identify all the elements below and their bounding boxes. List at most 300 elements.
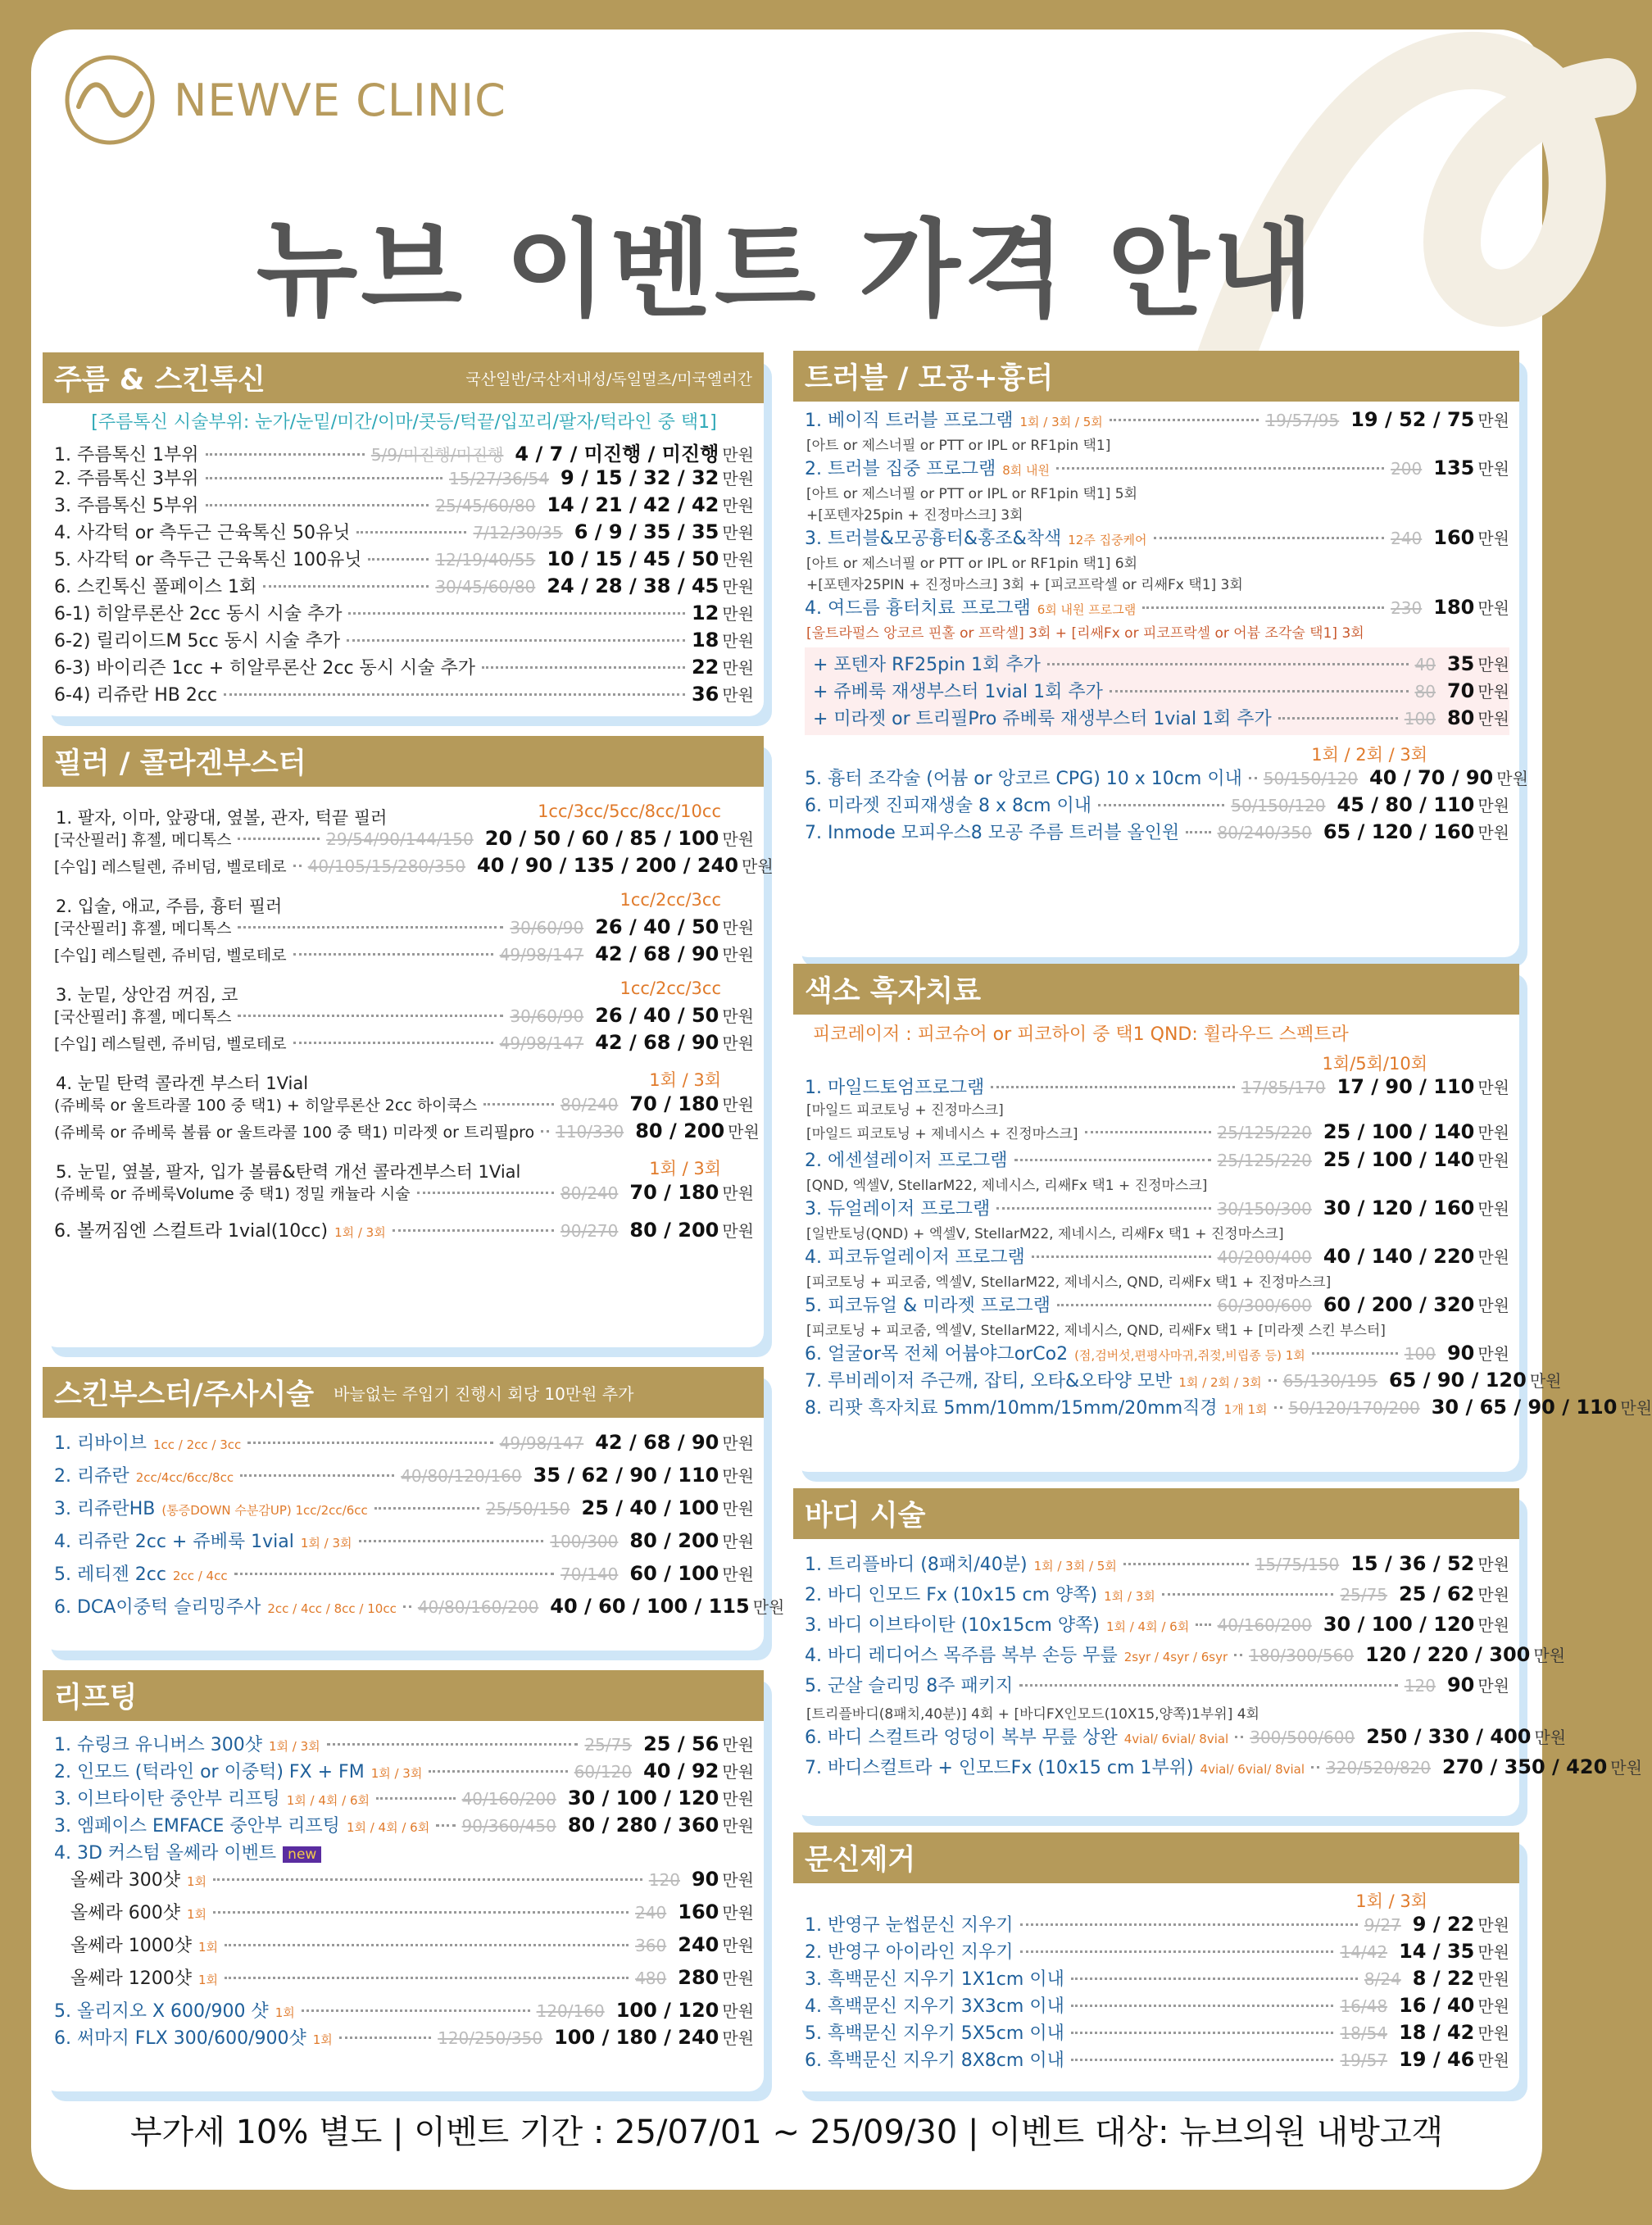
item-name: + 쥬베룩 재생부스터 1vial 1회 추가	[813, 682, 1103, 702]
option-tag: 1cc/2cc/3cc	[620, 890, 721, 910]
price-row	[54, 1003, 754, 1030]
unit-label: 만원	[722, 550, 754, 570]
unit-label: 만원	[722, 1466, 754, 1486]
event-price: 15 / 36 / 52	[1350, 1552, 1475, 1575]
event-price: 40 / 60 / 100 / 115	[550, 1595, 750, 1618]
price-row	[54, 1429, 754, 1462]
price-row	[54, 1899, 754, 1932]
price-row	[54, 853, 774, 880]
old-price: 50/120/170/200	[1288, 1398, 1420, 1418]
unit-label: 만원	[722, 1789, 754, 1809]
event-price: 10 / 15 / 45 / 50	[547, 547, 719, 570]
old-price: 120/250/350	[438, 2028, 543, 2048]
leader-dots	[1020, 1950, 1334, 1953]
old-price: 240	[1391, 529, 1423, 548]
old-price: 29/54/90/144/150	[326, 829, 474, 849]
unit-label: 만원	[722, 445, 754, 465]
unit-label: 만원	[1477, 411, 1509, 430]
item-name: 8. 리팟 흑자치료 5mm/10mm/15mm/20mm직경	[805, 1398, 1218, 1419]
leader-dots	[1057, 1304, 1211, 1306]
leader-dots	[206, 477, 443, 479]
price-row	[805, 1119, 1509, 1147]
unit-label: 만원	[1477, 1996, 1509, 2016]
unit-label: 만원	[1477, 1969, 1509, 1989]
item-name: 5. 피코듀얼 & 미라젯 프로그램	[805, 1296, 1051, 1316]
group-title: 3. 눈밑, 상안검 꺼짐, 코	[56, 985, 238, 1005]
old-price: 19/57/95	[1265, 411, 1340, 430]
price-row	[54, 654, 754, 681]
item-tag: 1회	[198, 1940, 219, 1955]
leader-dots	[293, 1042, 493, 1044]
price-row	[54, 573, 754, 600]
price-row	[805, 792, 1509, 819]
leader-dots	[240, 1474, 394, 1477]
leader-dots	[483, 1103, 554, 1106]
old-price: 80/240	[560, 1183, 619, 1203]
item-tag: 1개 1회	[1223, 1402, 1268, 1417]
old-price: 12/19/40/55	[435, 550, 536, 570]
event-price: 160	[678, 1900, 719, 1923]
leader-dots	[1123, 1563, 1249, 1565]
old-price: 19/57	[1340, 2050, 1388, 2070]
price-row	[805, 1243, 1509, 1270]
price-row	[54, 1119, 760, 1146]
item-name: 3. 듀얼레이저 프로그램	[805, 1199, 991, 1219]
leader-dots	[348, 612, 685, 615]
price-row	[805, 1367, 1562, 1394]
leader-dots	[224, 693, 685, 696]
leader-dots	[293, 953, 493, 956]
unit-label: 만원	[1477, 1942, 1509, 1962]
event-price: 19 / 52 / 75	[1350, 408, 1475, 431]
panel-skinbooster	[43, 1367, 785, 1651]
unit-label: 만원	[722, 1870, 754, 1890]
item-name: 1. 주름톡신 1부위	[54, 445, 199, 465]
item-name: 2. 리쥬란	[54, 1466, 129, 1487]
item-name: 5. 흉터 조각술 (어븀 or 앙코르 CPG) 10 x 10cm 이내	[805, 769, 1242, 789]
leader-dots	[1032, 1256, 1211, 1258]
item-name: 3. 바디 이브타이탄 (10x15cm 양쪽)	[805, 1615, 1100, 1636]
leader-dots	[368, 558, 429, 561]
leader-dots	[436, 1824, 455, 1827]
leader-dots	[213, 1878, 642, 1881]
item-name: 5. 레티젠 2cc	[54, 1564, 166, 1585]
price-row	[54, 1758, 754, 1785]
leader-dots	[1278, 717, 1398, 720]
clinic-logo	[64, 54, 506, 146]
event-price: 25 / 62	[1399, 1582, 1475, 1605]
unit-label: 만원	[1477, 796, 1509, 815]
unit-label: 만원	[722, 1564, 754, 1584]
item-name: 5. 흑백문신 지우기 5X5cm 이내	[805, 2023, 1064, 2044]
event-price: 40 / 70 / 90	[1369, 766, 1494, 789]
price-row	[54, 1217, 754, 1244]
price-row	[805, 1195, 1509, 1222]
item-name: 1. 리바이브	[54, 1433, 147, 1454]
item-tag: 12주 집중케어	[1068, 533, 1147, 547]
unit-label: 만원	[722, 1936, 754, 1955]
item-tag: 1회 / 2회 / 3회	[1178, 1375, 1262, 1390]
price-row	[805, 1074, 1509, 1098]
unit-label: 만원	[1477, 1555, 1509, 1574]
old-price: 25/75	[1340, 1585, 1388, 1605]
leader-dots	[1234, 1654, 1242, 1656]
unit-label: 만원	[1477, 682, 1509, 702]
old-price: 25/45/60/80	[435, 496, 536, 515]
old-price: 40/80/160/200	[417, 1597, 539, 1617]
item-name: 1. 마일드토엄프로그램	[805, 1078, 985, 1098]
event-price: 90	[691, 1868, 719, 1891]
old-price: 120/160	[536, 2001, 605, 2021]
leader-dots	[347, 639, 685, 642]
group-title: 4. 눈밑 탄력 콜라겐 부스터 1Vial	[56, 1074, 309, 1093]
price-row	[805, 1754, 1642, 1784]
item-tag: 4vial/ 6vial/ 8vial	[1123, 1732, 1229, 1746]
item-name: 2. 주름톡신 3부위	[54, 469, 199, 489]
item-name: 6. 써마지 FLX 300/600/900샷	[54, 2028, 306, 2049]
old-price: 120	[1404, 1676, 1436, 1696]
spacer	[54, 1146, 754, 1156]
panel-filler	[43, 736, 774, 1347]
old-price: 230	[1391, 598, 1423, 618]
leader-dots	[1014, 1159, 1211, 1161]
panel-title: 트러블 / 모공+흉터	[805, 362, 1054, 395]
unit-label: 만원	[722, 1221, 754, 1241]
leader-dots	[376, 1797, 456, 1800]
item-detail: [피코토닝 + 피코줌, 엑셀V, StellarM22, 제네시스, QND, 리쌔Fx 택1 + [미라젯 스킨 부스터]	[806, 1323, 1386, 1339]
item-name: 4. 피코듀얼레이저 프로그램	[805, 1247, 1025, 1268]
panel-botox	[43, 352, 764, 716]
item-name: [수입] 레스틸렌, 쥬비덤, 벨로테로	[54, 1035, 287, 1053]
price-row	[805, 1672, 1509, 1702]
spacer	[54, 1057, 754, 1067]
event-price: 60 / 200 / 320	[1323, 1293, 1475, 1316]
panel-body	[793, 1488, 1642, 1816]
item-name: 6. 스킨톡신 풀페이스 1회	[54, 577, 257, 597]
unit-label: 만원	[752, 1597, 785, 1617]
item-detail: [울트라펄스 앙코르 핀홀 or 프락셀] 3회 + [리쌔Fx or 피코프락셀 or 어븀 조각술 택1] 3회	[806, 625, 1364, 642]
item-name: 올쎄라 300샷	[70, 1870, 180, 1891]
price-row	[54, 826, 754, 853]
unit-label: 만원	[742, 856, 774, 876]
item-name: 올쎄라 1000샷	[70, 1936, 192, 1956]
item-tag: 1회 / 3회 / 5회	[1033, 1559, 1117, 1573]
addon-box	[805, 647, 1509, 735]
price-row	[805, 2019, 1509, 2046]
old-price: 40/105/15/280/350	[307, 856, 466, 876]
leader-dots	[206, 453, 365, 456]
event-price: 35 / 62 / 90 / 110	[533, 1464, 719, 1487]
item-name: 1. 반영구 눈썹문신 지우기	[805, 1915, 1014, 1936]
event-price: 42 / 68 / 90	[595, 942, 719, 965]
group-title: 2. 입술, 애교, 주름, 흉터 필러	[56, 897, 283, 916]
event-price: 19 / 46	[1399, 2048, 1475, 2071]
panel-title: 스킨부스터/주사시술	[54, 1378, 315, 1411]
unit-label: 만원	[1477, 2050, 1509, 2070]
event-title-row	[54, 1839, 754, 1866]
old-price: 480	[635, 1968, 667, 1988]
event-price: 40 / 90 / 135 / 200 / 240	[477, 854, 739, 877]
item-detail: [아트 or 제스너필 or PTT or IPL or RF1pin 택1] 6회	[806, 556, 1138, 572]
price-row	[805, 524, 1509, 552]
old-price: 80	[1414, 682, 1436, 702]
event-price: 80 / 200	[635, 1119, 725, 1142]
event-price: 42 / 68 / 90	[595, 1431, 719, 1454]
item-name: 1. 트리플바디 (8패치/40분)	[805, 1555, 1028, 1575]
unit-label: 만원	[722, 1433, 754, 1453]
item-name: 5. 사각턱 or 측두근 근육톡신 100유닛	[54, 550, 362, 570]
event-price: 100 / 180 / 240	[554, 2026, 719, 2049]
price-row	[54, 1812, 754, 1839]
item-tag: 2cc / 4cc	[172, 1569, 228, 1583]
price-row	[54, 438, 754, 465]
panel-note: 바늘없는 주입기 진행시 회당 10만원 추가	[334, 1383, 634, 1404]
old-price: 120	[648, 1870, 680, 1890]
unit-label: 만원	[1477, 1676, 1509, 1696]
unit-label: 만원	[722, 577, 754, 597]
event-price: 35	[1446, 652, 1475, 675]
spacer	[54, 880, 754, 890]
item-tag: 1cc / 2cc / 3cc	[153, 1437, 242, 1452]
price-row	[54, 627, 754, 654]
event-price: 24 / 28 / 38 / 45	[547, 574, 719, 597]
item-name: 6. 볼꺼짐엔 스컬트라 1vial(10cc)	[54, 1221, 329, 1242]
event-price: 120 / 220 / 300	[1365, 1643, 1531, 1666]
old-price: 15/27/36/54	[449, 469, 550, 488]
leader-dots	[327, 1743, 579, 1746]
price-row	[54, 1932, 754, 1964]
old-price: 40/160/200	[1217, 1615, 1312, 1635]
event-price: 36	[691, 683, 719, 706]
footer-note: 부가세 10% 별도 | 이벤트 기간 : 25/07/01 ~ 25/09/30 | 이벤트 대상: 뉴브의원 내방고객	[129, 2114, 1444, 2151]
unit-label: 만원	[722, 2001, 754, 2021]
price-row	[805, 1938, 1509, 1965]
leader-dots	[1154, 537, 1385, 539]
event-price: 80	[1446, 706, 1475, 729]
item-tag: 1회 / 3회	[370, 1766, 423, 1781]
unit-label: 만원	[722, 918, 754, 938]
unit-label: 만원	[1477, 1615, 1509, 1635]
event-price: 16 / 40	[1399, 1994, 1475, 2017]
item-name: 2. 반영구 아이라인 지우기	[805, 1942, 1014, 1963]
leader-dots	[1274, 1406, 1282, 1409]
price-row	[805, 678, 1509, 705]
event-price: 17 / 90 / 110	[1337, 1075, 1475, 1098]
unit-label: 만원	[722, 1095, 754, 1115]
item-name: 6-2) 릴리이드M 5cc 동시 시술 추가	[54, 631, 341, 652]
unit-label: 만원	[1610, 1758, 1642, 1778]
price-row	[54, 1462, 754, 1495]
old-price: 15/75/150	[1255, 1555, 1340, 1574]
old-price: 50/150/120	[1263, 769, 1359, 788]
old-price: 30/45/60/80	[435, 577, 536, 597]
leader-dots	[1311, 1766, 1319, 1769]
panel-title: 주름 & 스킨톡신	[54, 364, 266, 397]
leader-dots	[1071, 2005, 1334, 2007]
unit-label: 만원	[1533, 1646, 1566, 1665]
panel-trouble	[793, 351, 1528, 957]
leader-dots	[1110, 690, 1409, 692]
price-row	[54, 942, 754, 969]
item-tag: 2cc / 4cc / 8cc / 10cc	[267, 1601, 397, 1616]
item-name: 올쎄라 1200샷	[70, 1968, 192, 1989]
item-tag: 8회 내원	[1002, 463, 1051, 478]
price-row	[805, 1911, 1509, 1938]
leader-dots	[1020, 1923, 1358, 1926]
unit-label: 만원	[722, 1532, 754, 1551]
event-price: 160	[1433, 526, 1475, 549]
price-row	[54, 1560, 754, 1593]
price-row	[54, 681, 754, 708]
leader-dots	[238, 838, 320, 840]
price-row	[805, 1147, 1509, 1174]
unit-label: 만원	[1477, 459, 1509, 479]
spacer	[54, 1207, 754, 1217]
price-row	[805, 455, 1509, 482]
panel-pigment	[793, 964, 1652, 1472]
item-name: 6. DCA이중턱 슬리밍주사	[54, 1597, 261, 1618]
event-price: 25 / 100 / 140	[1323, 1120, 1475, 1143]
panel-title: 문신제거	[805, 1844, 916, 1877]
panel-lifting	[43, 1670, 764, 2091]
item-name: (쥬베룩 or 울트라콜 100 중 택1) + 히알루론산 2cc 하이쿡스	[54, 1097, 478, 1115]
leader-dots	[403, 1605, 411, 1608]
event-price: 14 / 21 / 42 / 42	[547, 493, 719, 516]
leader-dots	[206, 504, 429, 506]
unit-label: 만원	[1534, 1728, 1567, 1747]
option-tag: 1회 / 3회	[649, 1070, 721, 1090]
item-tag: 2cc/4cc/6cc/8cc	[135, 1470, 234, 1485]
unit-label: 만원	[1529, 1371, 1562, 1391]
unit-label: 만원	[722, 1006, 754, 1026]
event-price: 90	[1446, 1342, 1475, 1365]
old-price: 30/60/90	[510, 1006, 584, 1026]
old-price: 7/12/30/35	[473, 523, 563, 543]
item-name: [국산필러] 휴젤, 메디톡스	[54, 831, 232, 849]
old-price: 70/140	[560, 1564, 619, 1584]
item-name: 2. 에센셜레이저 프로그램	[805, 1151, 1008, 1171]
price-row	[805, 1723, 1567, 1754]
leader-dots	[991, 1086, 1235, 1088]
event-price: 90	[1446, 1673, 1475, 1696]
price-row	[54, 1997, 754, 2024]
unit-label: 만원	[722, 1903, 754, 1923]
event-price: 30 / 120 / 160	[1323, 1197, 1475, 1219]
leader-dots	[1098, 804, 1224, 806]
item-name: 3. 흑백문신 지우기 1X1cm 이내	[805, 1969, 1064, 1990]
leader-dots	[482, 666, 685, 669]
item-name: [수입] 레스틸렌, 쥬비덤, 벨로테로	[54, 858, 287, 876]
unit-label: 만원	[722, 604, 754, 624]
price-row	[805, 1340, 1509, 1367]
item-tag: 1회 / 3회	[1104, 1589, 1155, 1604]
event-price: 30 / 100 / 120	[567, 1787, 719, 1810]
leader-dots	[213, 1911, 629, 1914]
leader-dots	[339, 2037, 431, 2039]
price-row	[805, 594, 1509, 621]
item-detail: [마일드 피코토닝 + 제네시스 + 진정마스크]	[806, 1126, 1078, 1142]
leader-dots	[247, 1442, 492, 1444]
item-name: 1. 베이직 트러블 프로그램	[805, 411, 1014, 431]
item-tag: 1회 / 3회	[268, 1739, 320, 1754]
item-tag: 1회	[312, 2032, 333, 2047]
price-row	[805, 406, 1509, 434]
item-tag: 1회 / 4회 / 6회	[286, 1793, 370, 1808]
unit-label: 만원	[1477, 1585, 1509, 1605]
price-row	[54, 1528, 754, 1560]
price-row	[805, 1292, 1509, 1319]
price-row	[805, 1581, 1509, 1611]
panel-note: 국산일반/국산저내성/독일멀츠/미국엘러간	[465, 370, 752, 388]
unit-label: 만원	[1477, 598, 1509, 618]
leader-dots	[238, 926, 503, 929]
item-name: [국산필러] 휴젤, 메디톡스	[54, 920, 232, 938]
unit-label: 만원	[722, 658, 754, 678]
price-row	[54, 1964, 754, 1997]
price-row	[805, 705, 1509, 732]
unit-label: 만원	[1477, 1123, 1509, 1142]
price-row	[54, 1785, 754, 1812]
panel-title: 리프팅	[54, 1682, 138, 1714]
option-tag: 1회 / 3회	[1355, 1891, 1427, 1911]
event-price: 18	[691, 629, 719, 652]
price-row	[54, 915, 754, 942]
item-name: 5. 올리지오 X 600/900 샷	[54, 2001, 269, 2022]
event-price: 25 / 40 / 100	[581, 1496, 719, 1519]
event-price: 270 / 350 / 420	[1442, 1755, 1608, 1778]
price-row	[805, 2046, 1509, 2073]
old-price: 49/98/147	[499, 1433, 584, 1453]
spacer	[805, 1544, 1509, 1551]
leader-dots	[1071, 2032, 1334, 2034]
unit-label: 만원	[1477, 823, 1509, 842]
leader-dots	[293, 865, 302, 867]
event-price: 4 / 7 / 미진행 / 미진행	[515, 443, 719, 465]
item-name: 4. 바디 레디어스 목주름 복부 손등 무릎	[805, 1646, 1118, 1666]
old-price: 180/300/560	[1249, 1646, 1355, 1665]
event-price: 70 / 180	[629, 1181, 719, 1204]
item-tag: 2syr / 4syr / 6syr	[1123, 1650, 1228, 1664]
old-price: 200	[1391, 459, 1423, 479]
unit-label: 만원	[1477, 1296, 1509, 1315]
leader-dots	[1071, 2059, 1334, 2061]
item-tag: 1회 / 3회	[300, 1536, 352, 1551]
old-price: 30/60/90	[510, 918, 584, 938]
old-price: 60/120	[574, 1762, 633, 1782]
item-tag: 4vial/ 6vial/ 8vial	[1200, 1762, 1305, 1777]
item-name: 7. Inmode 모피우스8 모공 주름 트러블 올인원	[805, 823, 1180, 843]
old-price: 320/520/820	[1326, 1758, 1432, 1778]
item-name: + 포텐자 RF25pin 1회 추가	[813, 655, 1041, 675]
event-price: 180	[1433, 596, 1475, 619]
old-price: 80/240	[560, 1095, 619, 1115]
event-price: 26 / 40 / 50	[595, 915, 719, 938]
item-name: 6. 얼굴or목 전체 어븀야그orCo2	[805, 1344, 1069, 1365]
price-row	[805, 1611, 1509, 1642]
old-price: 100/300	[550, 1532, 619, 1551]
unit-label: 만원	[1477, 1247, 1509, 1267]
unit-label: 만원	[1477, 529, 1509, 548]
item-name: 3. 엠페이스 EMFACE 중안부 리프팅	[54, 1816, 340, 1837]
leader-dots	[1186, 831, 1210, 833]
leader-dots	[429, 1770, 567, 1773]
logo-mark-icon	[64, 54, 156, 146]
event-price: 25 / 100 / 140	[1323, 1148, 1475, 1171]
item-tag: 1회	[187, 1907, 207, 1922]
old-price: 5/9/미진행/미진행	[370, 445, 504, 465]
old-price: 60/300/600	[1217, 1296, 1312, 1315]
panel-title: 필러 / 콜라겐부스터	[54, 747, 306, 780]
